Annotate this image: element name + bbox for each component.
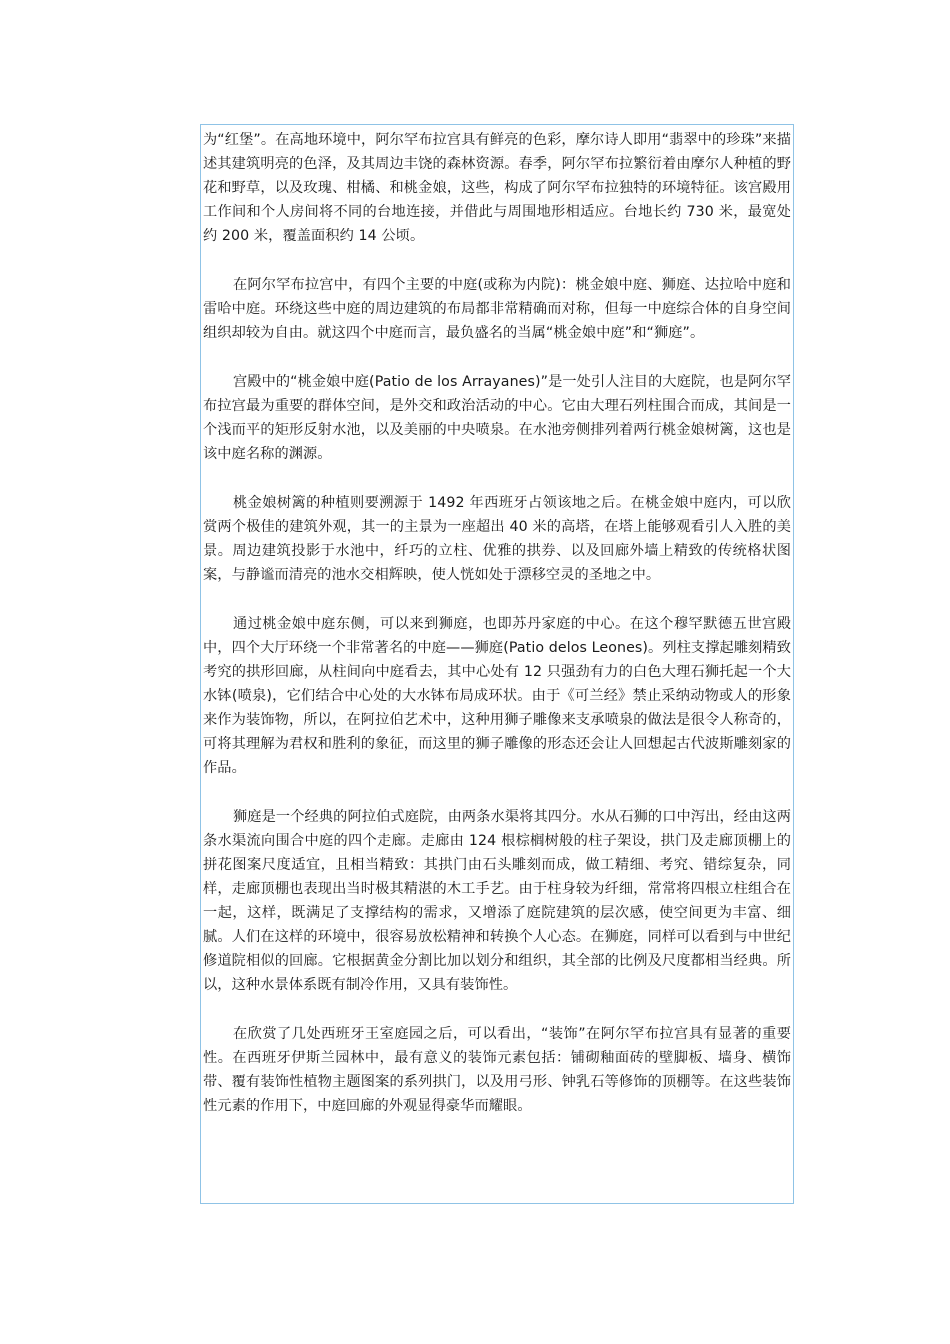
paragraph-6: 狮庭是一个经典的阿拉伯式庭院，由两条水渠将其四分。水从石狮的口中泻出，经由这两条水渠流向围合中庭的四个走廊。走廊由 124 根棕榈树般的柱子架设，拱门及走廊顶棚上的拼花图案尺度适宜，且相当精致：其拱门由石头雕刻而成，做工精细、考究、错综复杂，同样，走廊顶棚也表现出当时极其精湛的木工手艺。由于柱身较为纤细，常常将四根立柱组合在一起，这样，既满足了支撑结构的需求，又增添了庭院建筑的层次感，使空间更为丰富、细腻。人们在这样的环境中，很容易放松精神和转换个人心态。在狮庭，同样可以看到与中世纪修道院相似的回廊。它根据黄金分割比加以划分和组织，其全部的比例及尺度都相当经典。所以，这种水景体系既有制冷作用，又具有装饰性。 <box>203 809 791 993</box>
document-page-frame <box>200 124 794 1204</box>
paragraph-4: 桃金娘树篱的种植则要溯源于 1492 年西班牙占领该地之后。在桃金娘中庭内，可以欣赏两个极佳的建筑外观，其一的主景为一座超出 40 米的高塔，在塔上能够观看引人入胜的美景。周边建筑投影于水池中，纤巧的立柱、优雅的拱券、以及回廊外墙上精致的传统格状图案，与静谧而清亮的池水交相辉映，使人恍如处于漂移空灵的圣地之中。 <box>203 495 791 583</box>
paragraph-2: 在阿尔罕布拉宫中，有四个主要的中庭(或称为内院)：桃金娘中庭、狮庭、达拉哈中庭和雷哈中庭。环绕这些中庭的周边建筑的布局都非常精确而对称，但每一中庭综合体的自身空间组织却较为自由。就这四个中庭而言，最负盛名的当属“桃金娘中庭”和“狮庭”。 <box>203 277 791 341</box>
paragraph-3: 宫殿中的“桃金娘中庭(Patio de los Arrayanes)”是一处引人注目的大庭院，也是阿尔罕布拉宫最为重要的群体空间，是外交和政治活动的中心。它由大理石列柱围合而成，其间是一个浅而平的矩形反射水池，以及美丽的中央喷泉。在水池旁侧排列着两行桃金娘树篱，这也是该中庭名称的渊源。 <box>203 374 791 462</box>
paragraph-7: 在欣赏了几处西班牙王室庭园之后，可以看出，“装饰”在阿尔罕布拉宫具有显著的重要性。在西班牙伊斯兰园林中，最有意义的装饰元素包括：铺砌釉面砖的壁脚板、墙身、横饰带、覆有装饰性植物主题图案的系列拱门，以及用弓形、钟乳石等修饰的顶棚等。在这些装饰性元素的作用下，中庭回廊的外观显得豪华而耀眼。 <box>203 1026 791 1114</box>
paragraph-5: 通过桃金娘中庭东侧，可以来到狮庭，也即苏丹家庭的中心。在这个穆罕默德五世宫殿中，四个大厅环绕一个非常著名的中庭——狮庭(Patio delos Leones)。列柱支撑起雕刻精致考究的拱形回廊，从柱间向中庭看去，其中心处有 12 只强劲有力的白色大理石狮托起一个大水钵(喷泉)，它们结合中心处的大水钵布局成环状。由于《可兰经》禁止采纳动物或人的形象来作为装饰物，所以，在阿拉伯艺术中，这种用狮子雕像来支承喷泉的做法是很令人称奇的，可将其理解为君权和胜利的象征，而这里的狮子雕像的形态还会让人回想起古代波斯雕刻家的作品。 <box>203 616 791 776</box>
paragraph-1: 为“红堡”。在高地环境中，阿尔罕布拉宫具有鲜亮的色彩，摩尔诗人即用“翡翠中的珍珠”来描述其建筑明亮的色泽，及其周边丰饶的森林资源。春季，阿尔罕布拉繁衍着由摩尔人种植的野花和野草，以及玫瑰、柑橘、和桃金娘，这些，构成了阿尔罕布拉独特的环境特征。该宫殿用工作间和个人房间将不同的台地连接，并借此与周围地形相适应。台地长约 730 米，最宽处约 200 米，覆盖面积约 14 公顷。 <box>203 132 791 244</box>
